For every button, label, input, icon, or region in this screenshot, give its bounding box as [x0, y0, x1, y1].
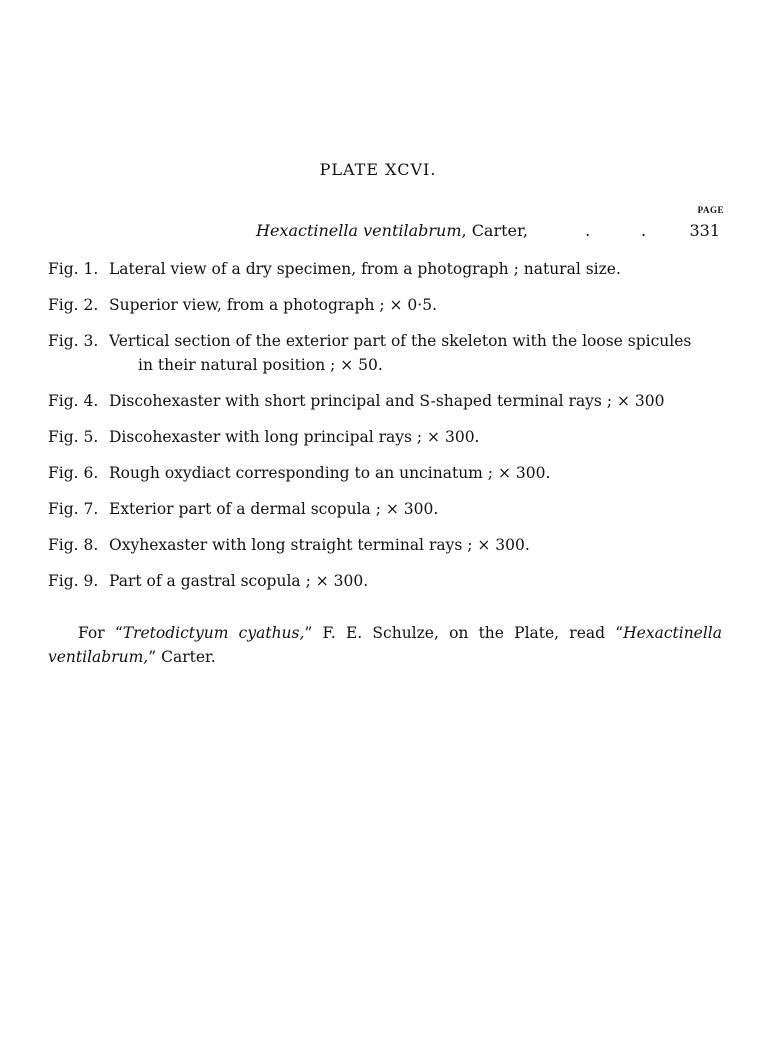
figure-caption: Rough oxydiact corresponding to an uncinatum ; × 300. [109, 464, 551, 482]
figure-caption-line: Vertical section of the exterior part of the skeleton with the loose spicules [109, 332, 692, 350]
page-column-label: PAGE [697, 205, 724, 215]
note-wrong-name: Tretodictyum cyathus, [122, 624, 305, 642]
figure-list [48, 257, 738, 605]
figure-caption: Oxyhexaster with long straight terminal rays ; × 300. [109, 536, 530, 554]
figure-caption: Lateral view of a dry specimen, from a photograph ; natural size. [109, 260, 621, 278]
figure-item [48, 497, 738, 521]
figure-label: Fig. 4. [48, 392, 99, 410]
figure-item [48, 293, 738, 317]
note-correct-name: Hexactinella ventilabrum, [48, 624, 723, 666]
figure-item [48, 569, 738, 593]
page-number: 331 [689, 221, 720, 240]
figure-item [48, 533, 738, 557]
figure-label: Fig. 5. [48, 428, 99, 446]
dot-leader: . . [585, 221, 647, 240]
figure-label: Fig. 8. [48, 536, 99, 554]
figure-label: Fig. 9. [48, 572, 99, 590]
erratum-note [48, 621, 722, 669]
figure-item [48, 257, 738, 281]
figure-label: Fig. 2. [48, 296, 99, 314]
species-heading [256, 221, 646, 240]
note-middle: ” F. E. Schulze, on the Plate, read “ [304, 624, 624, 642]
note-suffix: ” Carter. [148, 648, 216, 666]
figure-label: Fig. 1. [48, 260, 99, 278]
figure-caption [109, 329, 738, 377]
figure-caption: Discohexaster with long principal rays ; × 300. [109, 428, 480, 446]
note-prefix: For “ [78, 624, 123, 642]
plate-title: PLATE XCVI. [319, 160, 437, 179]
figure-item [48, 389, 738, 413]
figure-item [48, 329, 738, 377]
figure-caption: Discohexaster with short principal and S-shaped terminal rays ; × 300 [109, 392, 665, 410]
figure-label: Fig. 7. [48, 500, 99, 518]
figure-item [48, 461, 738, 485]
figure-caption: Superior view, from a photograph ; × 0·5. [109, 296, 438, 314]
species-name: Hexactinella ventilabrum [256, 221, 462, 240]
figure-label: Fig. 6. [48, 464, 99, 482]
figure-caption: Exterior part of a dermal scopula ; × 300. [109, 500, 439, 518]
figure-caption: Part of a gastral scopula ; × 300. [109, 572, 369, 590]
figure-caption-continuation: in their natural position ; × 50. [138, 356, 383, 374]
species-author: , Carter, [461, 221, 528, 240]
figure-label: Fig. 3. [48, 332, 99, 350]
figure-item [48, 425, 738, 449]
